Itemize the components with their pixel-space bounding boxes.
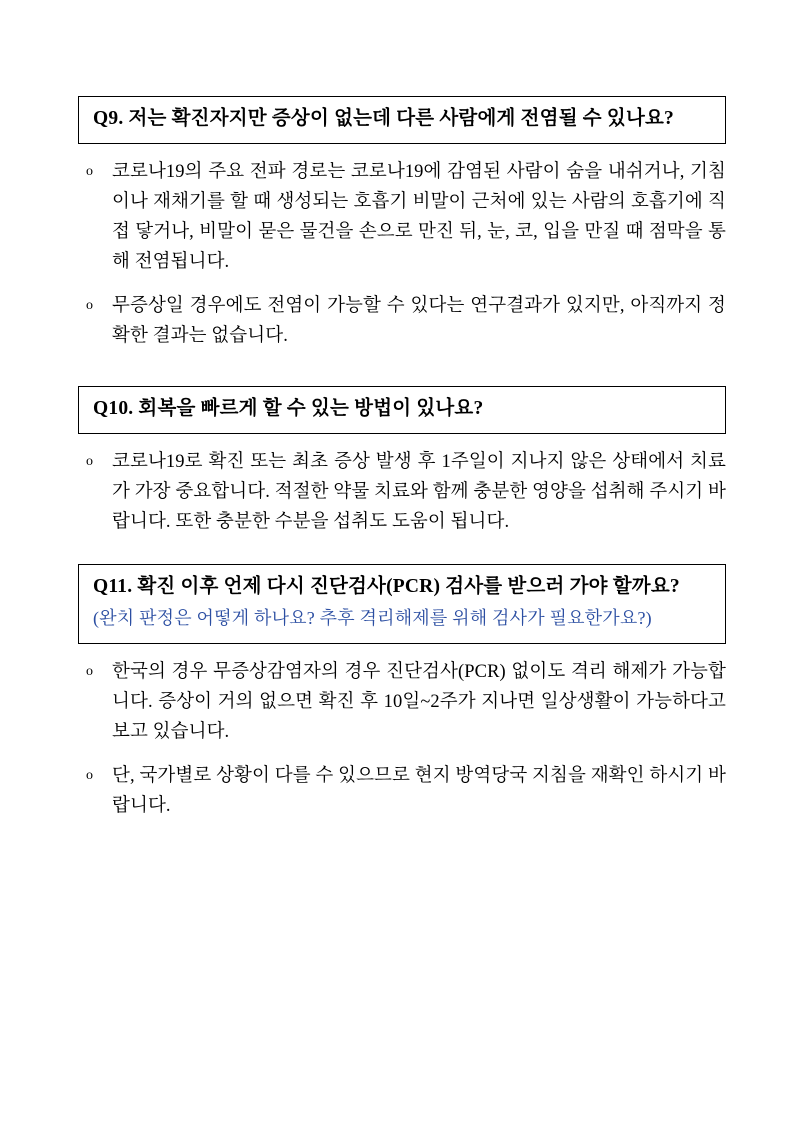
question-title-q10: Q10. 회복을 빠르게 할 수 있는 방법이 있나요?	[93, 398, 484, 420]
bullet-marker-icon: o	[86, 164, 94, 180]
bullet-marker-icon: o	[86, 663, 94, 679]
question-title-q11: Q11. 확진 이후 언제 다시 진단검사(PCR) 검사를 받으러 가야 할까요?	[93, 576, 680, 598]
answer-text: 코로나19의 주요 전파 경로는 코로나19에 감염된 사람이 숨을 내쉬거나, 기침이나 재채기를 할 때 생성되는 호흡기 비말이 근처에 있는 사람의 호흡기에 직접 닿거나, 비말이 묻은 물건을 손으로 만진 뒤, 눈, 코, 입을 만질 때 점막을 통해 전염됩니다.	[112, 162, 726, 273]
answer-list-q11	[78, 658, 731, 822]
bullet-marker-icon: o	[86, 767, 94, 783]
list-item	[78, 292, 726, 352]
list-item	[78, 762, 726, 822]
bullet-marker-icon: o	[86, 454, 94, 470]
question-box-q9	[78, 96, 726, 144]
answer-text: 단, 국가별로 상황이 다를 수 있으므로 현지 방역당국 지침을 재확인 하시기 바랍니다.	[112, 765, 726, 816]
answer-text: 무증상일 경우에도 전염이 가능할 수 있다는 연구결과가 있지만, 아직까지 정확한 결과는 없습니다.	[112, 296, 726, 347]
answer-text: 코로나19로 확진 또는 최초 증상 발생 후 1주일이 지나지 않은 상태에서 치료가 가장 중요합니다. 적절한 약물 치료와 함께 충분한 영양을 섭취해 주시기 바랍니다. 또한 충분한 수분을 섭취도 도움이 됩니다.	[112, 452, 726, 533]
answer-text: 한국의 경우 무증상감염자의 경우 진단검사(PCR) 없이도 격리 해제가 가능합니다. 증상이 거의 없으면 확진 후 10일~2주가 지나면 일상생활이 가능하다고 보고 있습니다.	[112, 661, 731, 742]
list-item	[78, 448, 726, 538]
question-subtitle-q11: (완치 판정은 어떻게 하나요? 추후 격리해제를 위해 검사가 필요한가요?)	[93, 607, 652, 628]
question-box-q11	[78, 564, 726, 643]
answer-list-q10	[78, 448, 726, 538]
list-item	[78, 158, 726, 278]
section-spacer	[78, 352, 726, 386]
section-spacer	[78, 538, 726, 564]
question-title-q9: Q9. 저는 확진자지만 증상이 없는데 다른 사람에게 전염될 수 있나요?	[93, 108, 674, 129]
list-item	[78, 658, 731, 748]
answer-list-q9	[78, 158, 726, 352]
question-box-q10	[78, 386, 726, 434]
bullet-marker-icon: o	[86, 298, 94, 314]
document-body	[78, 96, 731, 822]
